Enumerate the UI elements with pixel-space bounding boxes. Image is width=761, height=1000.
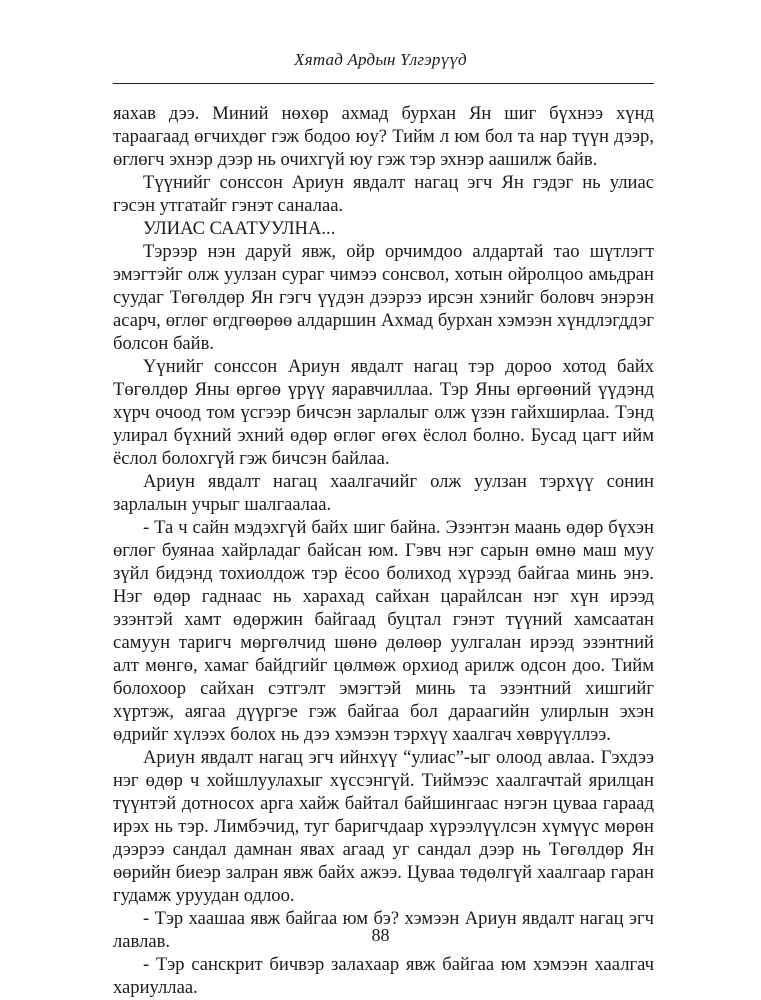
header-divider <box>113 83 654 84</box>
dialogue-paragraph: - Та ч сайн мэдэхгүй байх шиг байна. Эзэнтэн маань өдөр бүхэн өглөг буянаа хайрладаг байсан юм. Гэвч нэг сарын өмнө маш муу зүйл бидэнд тохиолдож тэр ёсоо болиход хүрээд байгаа минь энэ. Нэг өдөр гаднаас нь харахад сайхан царайлсан нэг хүн ирээд эзэнтэй хамт өдөржин байгаад буцтал гэнэт түүний хамсаатан самуун таригч мөргөлчид шөнө дөлөөр уулгалан ирээд эзэнтний алт мөнгө, хамаг байдгийг цөлмөж орхиод арилж одсон доо. Тийм болохоор сайхан сэтгэлт эмэгтэй минь та эзэнтний хишгийг хүртэж, аягаа дүүргэе гэж байгаа бол дараагийн улирлын эхэн өдрийг хүлээх болох нь дээ хэмээн тэрхүү хаалгач хөврүүллээ. <box>113 517 654 745</box>
paragraph: Тэрээр нэн даруй явж, ойр орчимдоо алдартай тао шүтлэгт эмэгтэйг олж уулзан сураг чимээ сонсвол, хотын ойролцоо амьдран суудаг Төгөлдөр Ян гэгч үүдэн дээрээ ирсэн хэнийг боловч энэрэн асарч, өглөг өгдгөөрөө алдаршин Ахмад бурхан хэмээн хүндлэгддэг болсон байв. <box>113 241 654 354</box>
page-number: 88 <box>371 925 390 945</box>
dialogue-paragraph: - Тэр хаашаа явж байгаа юм бэ? хэмээн Ариун явдалт нагац эгч лавлав. <box>113 908 654 952</box>
paragraph: Ариун явдалт нагац эгч ийнхүү “улиас”-ыг олоод авлаа. Гэхдээ нэг өдөр ч хойшлуулахыг хүссэнгүй. Тиймээс хаалгачтай ярилцан түүнтэй дотносох арга хайж байтал байшингаас нэгэн цуваа гараад ирэх нь тэр. Лимбэчид, туг баригчдаар хүрээлүүлсэн хүмүүс мөрөн дээрээ сандал дамнан явах агаад уг сандал дээр нь Төгөлдөр Ян өөрийн биеэр залран явж байх ажээ. Цуваа төдөлгүй хаалгаар гаран гудамж уруудан одлоо. <box>113 747 654 906</box>
body-text <box>113 102 654 999</box>
paragraph: Түүнийг сонссон Ариун явдалт нагац эгч Ян гэдэг нь улиас гэсэн утгатайг гэнэт саналаа. <box>113 172 654 216</box>
dialogue-paragraph: - Тэр санскрит бичвэр залахаар явж байгаа юм хэмээн хаалгач хариуллаа. <box>113 954 654 998</box>
paragraph: Үүнийг сонссон Ариун явдалт нагац тэр дороо хотод байх Төгөлдөр Яны өргөө үрүү яаравчиллаа. Тэр Яны өргөөний үүдэнд хүрч очоод том үсгээр бичсэн зарлалыг олж үзэн гайхширлаа. Тэнд улирал бүхний эхний өдөр өглөг өгөх ёслол болно. Бусад цагт ийм ёслол болохгүй гэж бичсэн байлаа. <box>113 356 654 469</box>
section-heading: УЛИАС СААТУУЛНА... <box>143 218 336 239</box>
running-header: Хятад Ардын Үлгэрүүд <box>294 50 467 69</box>
paragraph: Ариун явдалт нагац хаалгачийг олж уулзан тэрхүү сонин зарлалын учрыг шалгаалаа. <box>113 471 654 515</box>
paragraph: яахав дээ. Миний нөхөр ахмад бурхан Ян шиг бүхнээ хүнд тараагаад өгчихдөг гэж бодоо юу? Тийм л юм бол та нар түүн дээр, өглөгч эхнэр дээр нь очихгүй юу гэж тэр эхнэр аашилж байв. <box>113 103 654 170</box>
